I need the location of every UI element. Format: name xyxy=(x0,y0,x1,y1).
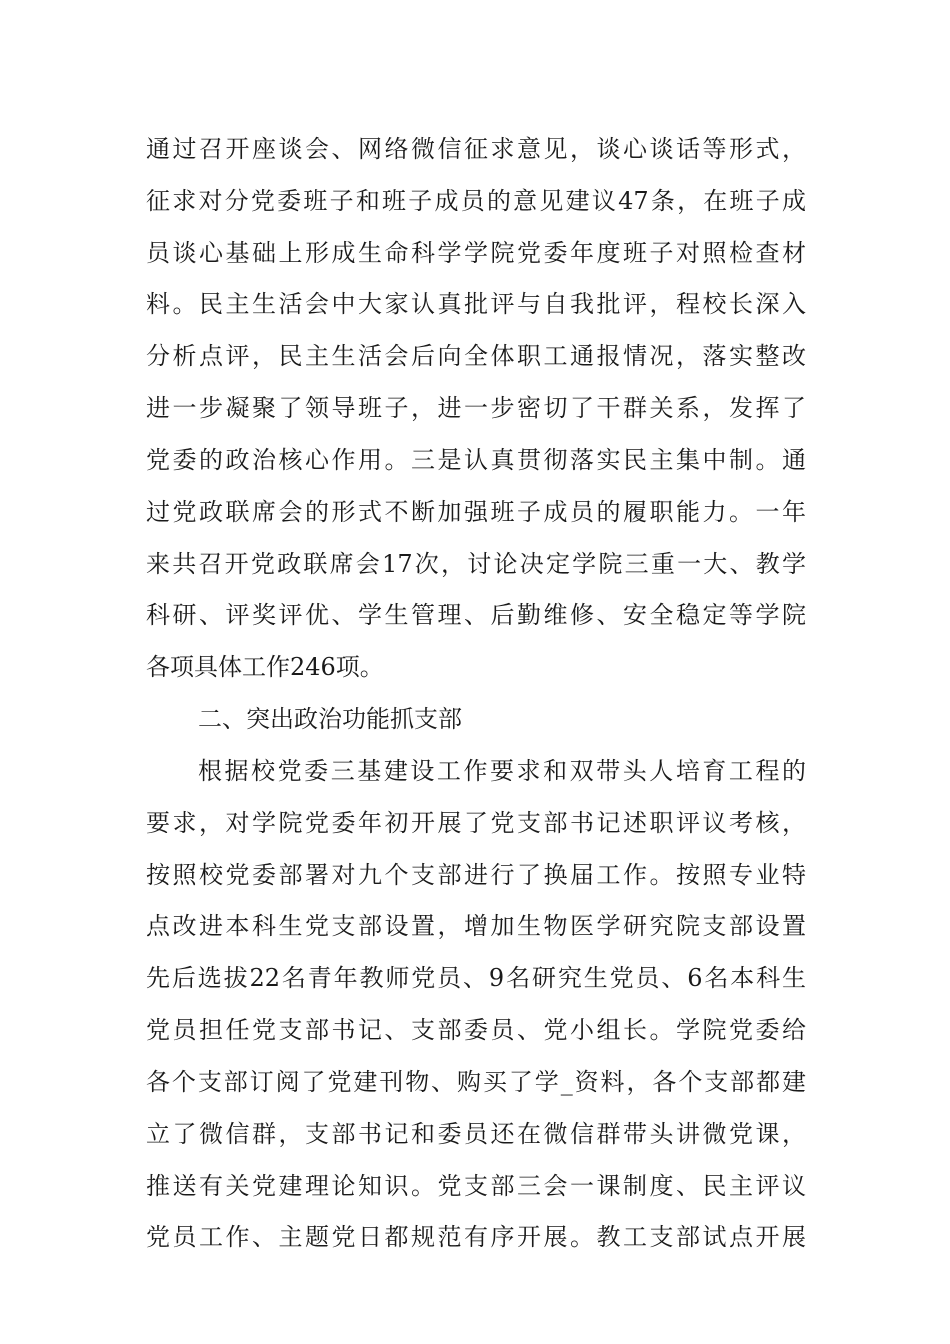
text-line: 料。民主生活会中大家认真批评与自我批评，程校长深入 xyxy=(146,290,806,318)
text-line: 通过召开座谈会、网络微信征求意见，谈心谈话等形式， xyxy=(146,135,806,163)
paragraph-end-line: 各项具体工作246项。 xyxy=(146,653,384,681)
text-line: 点改进本科生党支部设置，增加生物医学研究院支部设置 xyxy=(146,912,806,940)
text-line: 要求，对学院党委年初开展了党支部书记述职评议考核， xyxy=(146,809,806,837)
text-line: 员谈心基础上形成生命科学学院党委年度班子对照检查材 xyxy=(146,239,806,267)
text-line: 立了微信群，支部书记和委员还在微信群带头讲微党课， xyxy=(146,1120,806,1148)
text-line: 各个支部订阅了党建刊物、购买了学_资料，各个支部都建 xyxy=(146,1068,806,1096)
text-line: 分析点评，民主生活会后向全体职工通报情况，落实整改 xyxy=(146,342,806,370)
paragraph-first-line: 根据校党委三基建设工作要求和双带头人培育工程的 xyxy=(198,757,806,785)
section-heading: 二、突出政治功能抓支部 xyxy=(198,705,462,733)
text-line: 科研、评奖评优、学生管理、后勤维修、安全稳定等学院 xyxy=(146,601,806,629)
text-line: 过党政联席会的形式不断加强班子成员的履职能力。一年 xyxy=(146,498,806,526)
text-line: 征求对分党委班子和班子成员的意见建议47条，在班子成 xyxy=(146,187,806,215)
text-line: 进一步凝聚了领导班子，进一步密切了干群关系，发挥了 xyxy=(146,394,806,422)
text-line: 党员工作、主题党日都规范有序开展。教工支部试点开展 xyxy=(146,1223,806,1251)
text-line: 先后选拔22名青年教师党员、9名研究生党员、6名本科生 xyxy=(146,964,806,992)
text-line: 党员担任党支部书记、支部委员、党小组长。学院党委给 xyxy=(146,1016,806,1044)
text-line: 按照校党委部署对九个支部进行了换届工作。按照专业特 xyxy=(146,861,806,889)
text-line: 党委的政治核心作用。三是认真贯彻落实民主集中制。通 xyxy=(146,446,806,474)
text-line: 来共召开党政联席会17次，讨论决定学院三重一大、教学 xyxy=(146,550,806,578)
text-line: 推送有关党建理论知识。党支部三会一课制度、民主评议 xyxy=(146,1172,806,1200)
